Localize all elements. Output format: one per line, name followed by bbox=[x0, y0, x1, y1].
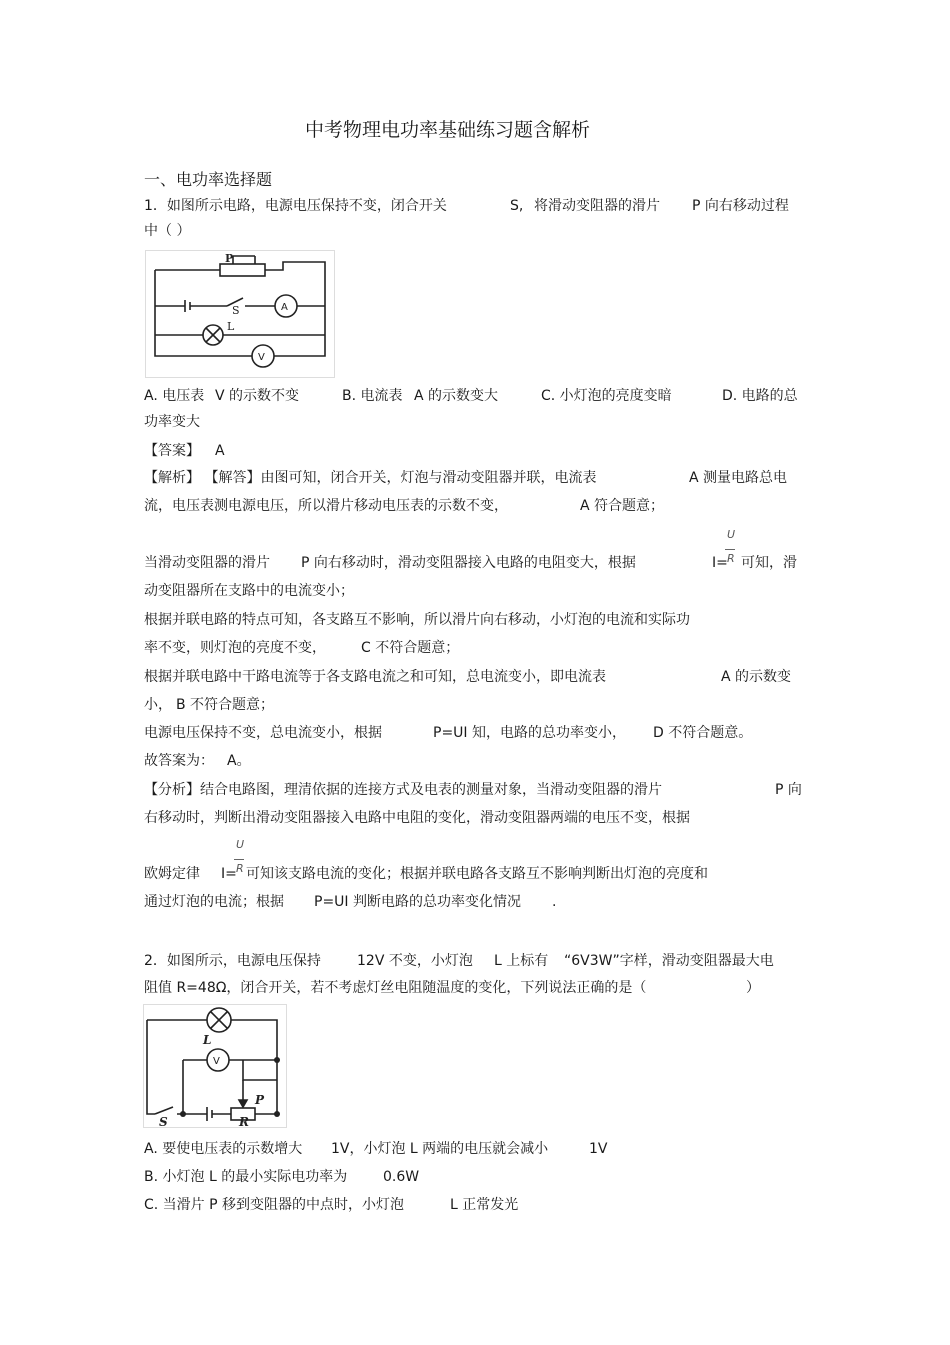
q1-stem-part3: 将滑动变阻器的滑片 bbox=[534, 198, 660, 214]
q1-option-b-part1: B. 电流表 bbox=[342, 388, 403, 404]
q1-stem-part4: P 向右移动过程 bbox=[692, 198, 789, 214]
q1-analysis-formula-prefix: I= bbox=[712, 555, 728, 571]
q2-stem-line2: 阻值 R=48Ω，闭合开关，若不考虑灯丝电阻随温度的变化，下列说法正确的是（ bbox=[144, 980, 647, 996]
q1-analysis-line9-end: D 不符合题意。 bbox=[653, 725, 753, 741]
q1-voltmeter-label: V bbox=[258, 352, 265, 363]
q1-analysis-line10: 故答案为： bbox=[144, 753, 214, 769]
q1-fenxi-line4-end: . bbox=[552, 894, 557, 910]
q2-stem-part2: 12V 不变，小灯泡 bbox=[357, 953, 473, 969]
q1-fraction-denominator: R bbox=[727, 552, 735, 565]
q1-circuit-figure bbox=[145, 250, 335, 378]
q1-analysis-line8-end: B 不符合题意； bbox=[176, 697, 275, 713]
q1-analysis-line1-end: A 测量电路总电 bbox=[689, 470, 788, 486]
q1-analysis-line10-end: A。 bbox=[227, 753, 251, 769]
q2-option-c-part1: C. 当滑片 P 移到变阻器的中点时，小灯泡 bbox=[144, 1197, 405, 1213]
q1-fraction-bar bbox=[725, 549, 735, 550]
q1-fenxi-fraction-bar bbox=[234, 859, 244, 860]
q1-fenxi-fraction-numerator: U bbox=[236, 838, 245, 851]
q1-fenxi-formula-prefix: I= bbox=[221, 866, 237, 882]
q2-stem-part3: L 上标有 bbox=[494, 953, 549, 969]
q1-analysis-line9-mid: P=UI 知，电路的总功率变小， bbox=[433, 725, 626, 741]
q1-answer-label: 【答案】 bbox=[144, 443, 200, 459]
q2-label-r: R bbox=[239, 1115, 249, 1128]
q1-analysis-fraction bbox=[725, 528, 737, 572]
q1-analysis-line4: 动变阻器所在支路中的电流变小； bbox=[144, 583, 354, 599]
q1-fenxi-line3: 欧姆定律 bbox=[144, 866, 200, 882]
q1-analysis-line7: 根据并联电路中干路电流等于各支路电流之和可知，总电流变小，即电流表 bbox=[144, 669, 606, 685]
q1-stem-part1: 1．如图所示电路，电源电压保持不变，闭合开关 bbox=[144, 198, 447, 214]
q1-option-a-part1: A. 电压表 bbox=[144, 388, 205, 404]
q1-analysis-line3-mid: P 向右移动时，滑动变阻器接入电路的电阻变大，根据 bbox=[301, 555, 636, 571]
q1-analysis-line2-end: A 符合题意； bbox=[580, 498, 665, 514]
q1-label-l: L bbox=[227, 320, 235, 333]
section-heading: 一、电功率选择题 bbox=[144, 170, 273, 189]
q1-label-s: S bbox=[232, 304, 240, 317]
q2-stem-part4: “6V3W”字样，滑动变阻器最大电 bbox=[564, 953, 774, 969]
q2-stem-line2-end: ） bbox=[746, 980, 760, 996]
q1-analysis-line5: 根据并联电路的特点可知，各支路互不影响，所以滑片向右移动，小灯泡的电流和实际功 bbox=[144, 612, 690, 628]
q1-analysis-line8: 小， bbox=[144, 697, 172, 713]
q2-circuit-figure bbox=[143, 1004, 287, 1128]
q2-option-a-part3: 1V bbox=[589, 1141, 608, 1157]
q2-option-c-part2: L 正常发光 bbox=[450, 1197, 519, 1213]
q2-label-s: S bbox=[159, 1115, 168, 1128]
q1-fenxi-fraction bbox=[234, 838, 246, 882]
q2-voltmeter-label: V bbox=[213, 1056, 220, 1067]
q2-circuit-diagram bbox=[143, 1004, 287, 1128]
q2-label-p: P bbox=[255, 1093, 265, 1107]
q1-analysis-line1: 【解析】 【解答】由图可知，闭合开关，灯泡与滑动变阻器并联，电流表 bbox=[144, 470, 597, 486]
q2-option-b-part1: B. 小灯泡 L 的最小实际电功率为 bbox=[144, 1169, 348, 1185]
q1-fenxi-fraction-denominator: R bbox=[236, 862, 244, 875]
q1-ammeter-label: A bbox=[281, 302, 288, 313]
q1-answer-value: A bbox=[215, 443, 225, 459]
q1-analysis-line2: 流，电压表测电源电压，所以滑片移动电压表的示数不变， bbox=[144, 498, 508, 514]
q1-fenxi-line2: 右移动时，判断出滑动变阻器接入电路中电阻的变化，滑动变阻器两端的电压不变，根据 bbox=[144, 810, 690, 826]
q1-fenxi-line4: 通过灯泡的电流；根据 bbox=[144, 894, 284, 910]
q1-option-c: C. 小灯泡的亮度变暗 bbox=[541, 388, 672, 404]
q1-option-a-part2: V 的示数不变 bbox=[215, 388, 300, 404]
q2-option-b-part2: 0.6W bbox=[383, 1169, 420, 1185]
q1-fenxi-line3-end: 可知该支路电流的变化；根据并联电路各支路互不影响判断出灯泡的亮度和 bbox=[246, 866, 708, 882]
q1-stem-line2: 中（ ） bbox=[144, 223, 191, 239]
q1-fenxi-line1-end: P 向 bbox=[775, 782, 802, 798]
q1-analysis-line9: 电源电压保持不变，总电流变小，根据 bbox=[144, 725, 382, 741]
q1-option-b-part2: A 的示数变大 bbox=[414, 388, 499, 404]
q1-analysis-line6-end: C 不符合题意； bbox=[361, 640, 460, 656]
q1-analysis-line6: 率不变，则灯泡的亮度不变， bbox=[144, 640, 326, 656]
q2-label-l: L bbox=[203, 1033, 212, 1047]
q2-option-a-part1: A. 要使电压表的示数增大 bbox=[144, 1141, 303, 1157]
q1-fenxi-line1: 【分析】结合电路图，理清依据的连接方式及电表的测量对象，当滑动变阻器的滑片 bbox=[144, 782, 662, 798]
q1-label-p: P bbox=[225, 252, 234, 265]
page-title: 中考物理电功率基础练习题含解析 bbox=[305, 119, 591, 141]
q1-fraction-numerator: U bbox=[727, 528, 736, 541]
q1-option-d: D. 电路的总 bbox=[722, 388, 798, 404]
q2-option-a-part2: 1V，小灯泡 L 两端的电压就会减小 bbox=[331, 1141, 549, 1157]
q2-stem-part1: 2．如图所示，电源电压保持 bbox=[144, 953, 321, 969]
q1-stem-part2: S, bbox=[510, 198, 524, 214]
q1-circuit-diagram bbox=[145, 250, 335, 378]
q1-fenxi-line4-mid: P=UI 判断电路的总功率变化情况 bbox=[314, 894, 521, 910]
q1-analysis-line7-end: A 的示数变 bbox=[721, 669, 792, 685]
q1-analysis-line3-end: 可知，滑 bbox=[741, 555, 797, 571]
q1-option-d-cont: 功率变大 bbox=[144, 414, 200, 430]
q1-analysis-line3: 当滑动变阻器的滑片 bbox=[144, 555, 270, 571]
